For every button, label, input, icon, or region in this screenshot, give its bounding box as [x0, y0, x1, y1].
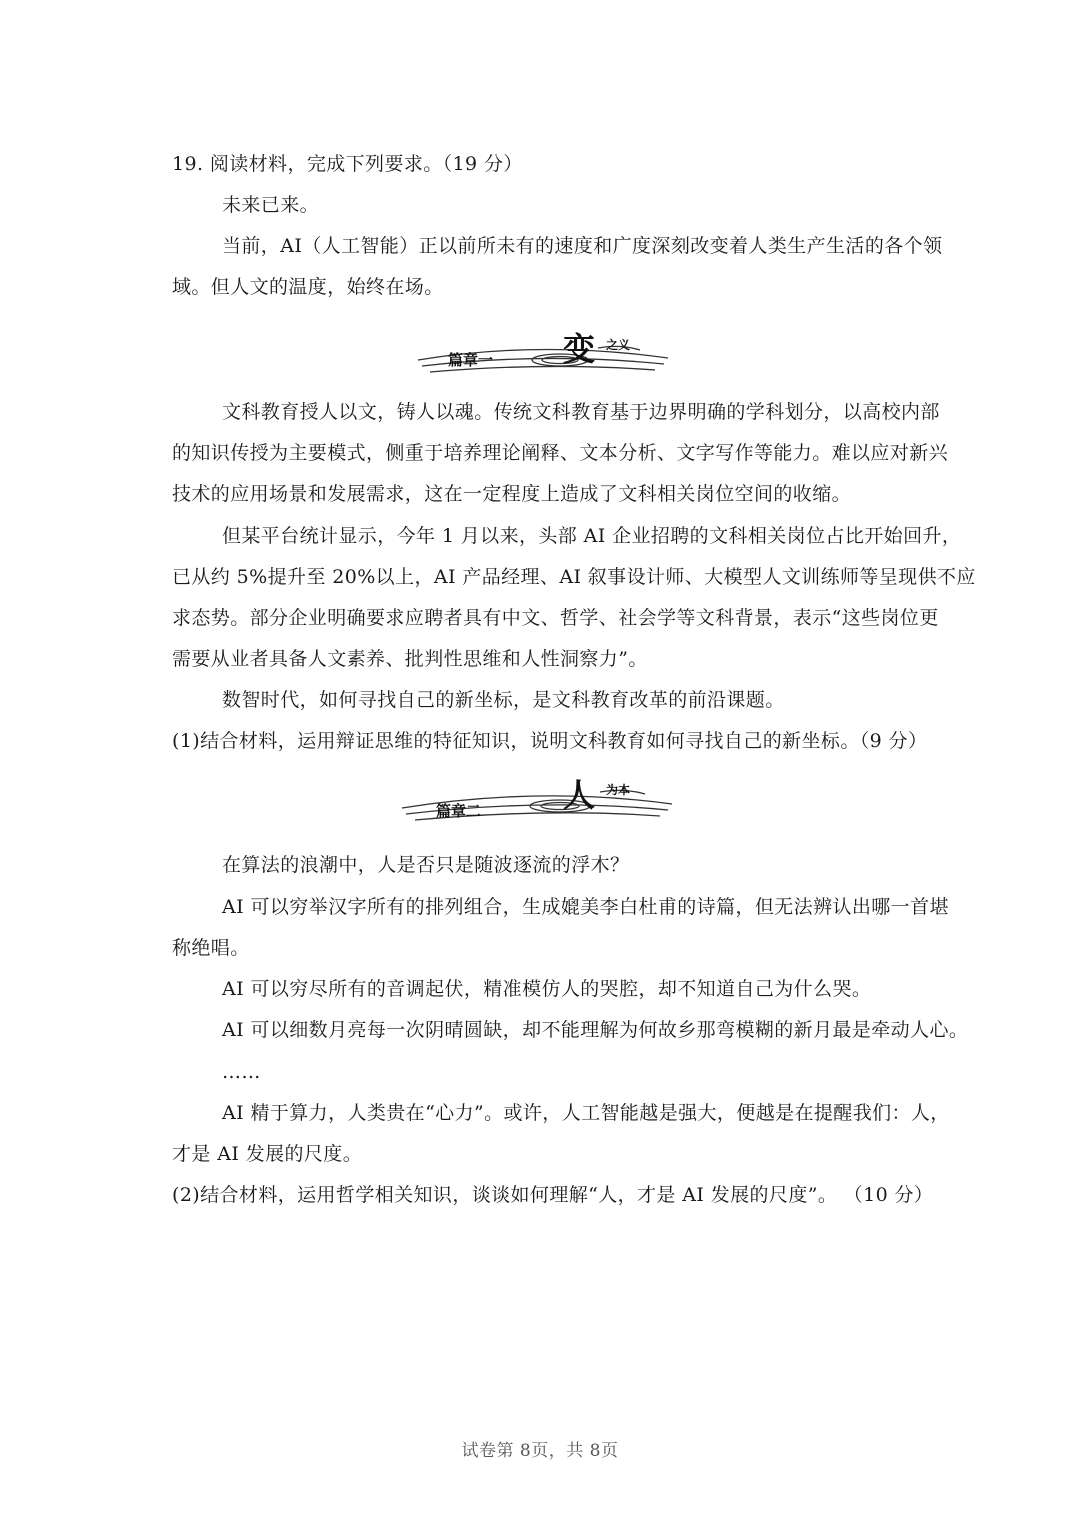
ch2-p5-line-1: AI 精于算力，人类贵在“心力”。或许，人工智能越是强大，便越是在提醒我们：人，: [222, 1102, 950, 1124]
ch1-p2-line-2: 已从约 5%提升至 20%以上，AI 产品经理、AI 叙事设计师、大模型人文训练师等呈现供不应: [172, 566, 976, 588]
ch2-p2-line-2: 称绝唱。: [172, 937, 250, 959]
sub-question-2: (2)结合材料，运用哲学相关知识，谈谈如何理解“人，才是 AI 发展的尺度”。 （10 分）: [172, 1184, 934, 1206]
ch2-p2-line-1: AI 可以穷举汉字所有的排列组合，生成媲美李白杜甫的诗篇，但无法辨认出哪一首堪: [222, 896, 949, 918]
ch2-p1: 在算法的浪潮中，人是否只是随波逐流的浮木？: [222, 854, 630, 876]
sub-question-1: (1)结合材料，运用辩证思维的特征知识，说明文科教育如何寻找自己的新坐标。（9 分）: [172, 730, 928, 752]
chapter2-banner: [0, 770, 1080, 840]
chapter2-label: 篇章二: [436, 802, 482, 820]
chapter1-banner: [0, 322, 1080, 392]
page-footer: 试卷第 8页，共 8页: [461, 1441, 619, 1461]
ch1-p1-line-1: 文科教育授人以文，铸人以魂。传统文科教育基于边界明确的学科划分，以高校内部: [222, 401, 940, 423]
intro-line-2: 域。但人文的温度，始终在场。: [172, 276, 444, 298]
chapter1-small-text: 之义: [606, 338, 631, 352]
chapter2-big-char: 人: [563, 776, 596, 814]
intro-title: 未来已来。: [222, 194, 320, 216]
chapter1-label: 篇章一: [448, 351, 494, 369]
intro-line-1: 当前，AI（人工智能）正以前所未有的速度和广度深刻改变着人类生产生活的各个领: [222, 235, 943, 257]
ch1-p2-line-4: 需要从业者具备人文素养、批判性思维和人性洞察力”。: [172, 648, 648, 670]
ch1-p1-line-3: 技术的应用场景和发展需求，这在一定程度上造成了文科相关岗位空间的收缩。: [172, 483, 852, 505]
chapter2-small-text: 为本: [606, 783, 631, 797]
ch1-p2-line-3: 求态势。部分企业明确要求应聘者具有中文、哲学、社会学等文科背景，表示“这些岗位更: [172, 607, 939, 629]
ch1-p1-line-2: 的知识传授为主要模式，侧重于培养理论阐释、文本分析、文字写作等能力。难以应对新兴: [172, 442, 949, 464]
ch2-p3: AI 可以穷尽所有的音调起伏，精准模仿人的哭腔，却不知道自己为什么哭。: [222, 978, 872, 1000]
ch1-p2-line-1: 但某平台统计显示，今年 1 月以来，头部 AI 企业招聘的文科相关岗位占比开始回升，: [222, 525, 962, 547]
chapter1-big-char: 变: [563, 330, 596, 368]
question-heading: 19. 阅读材料，完成下列要求。（19 分）: [172, 153, 523, 175]
ch2-ellipsis: ……: [222, 1061, 261, 1083]
ch1-p3: 数智时代，如何寻找自己的新坐标，是文科教育改革的前沿课题。: [222, 689, 785, 711]
ch2-p5-line-2: 才是 AI 发展的尺度。: [172, 1143, 363, 1165]
ch2-p4: AI 可以细数月亮每一次阴晴圆缺，却不能理解为何故乡那弯模糊的新月最是牵动人心。: [222, 1019, 969, 1041]
